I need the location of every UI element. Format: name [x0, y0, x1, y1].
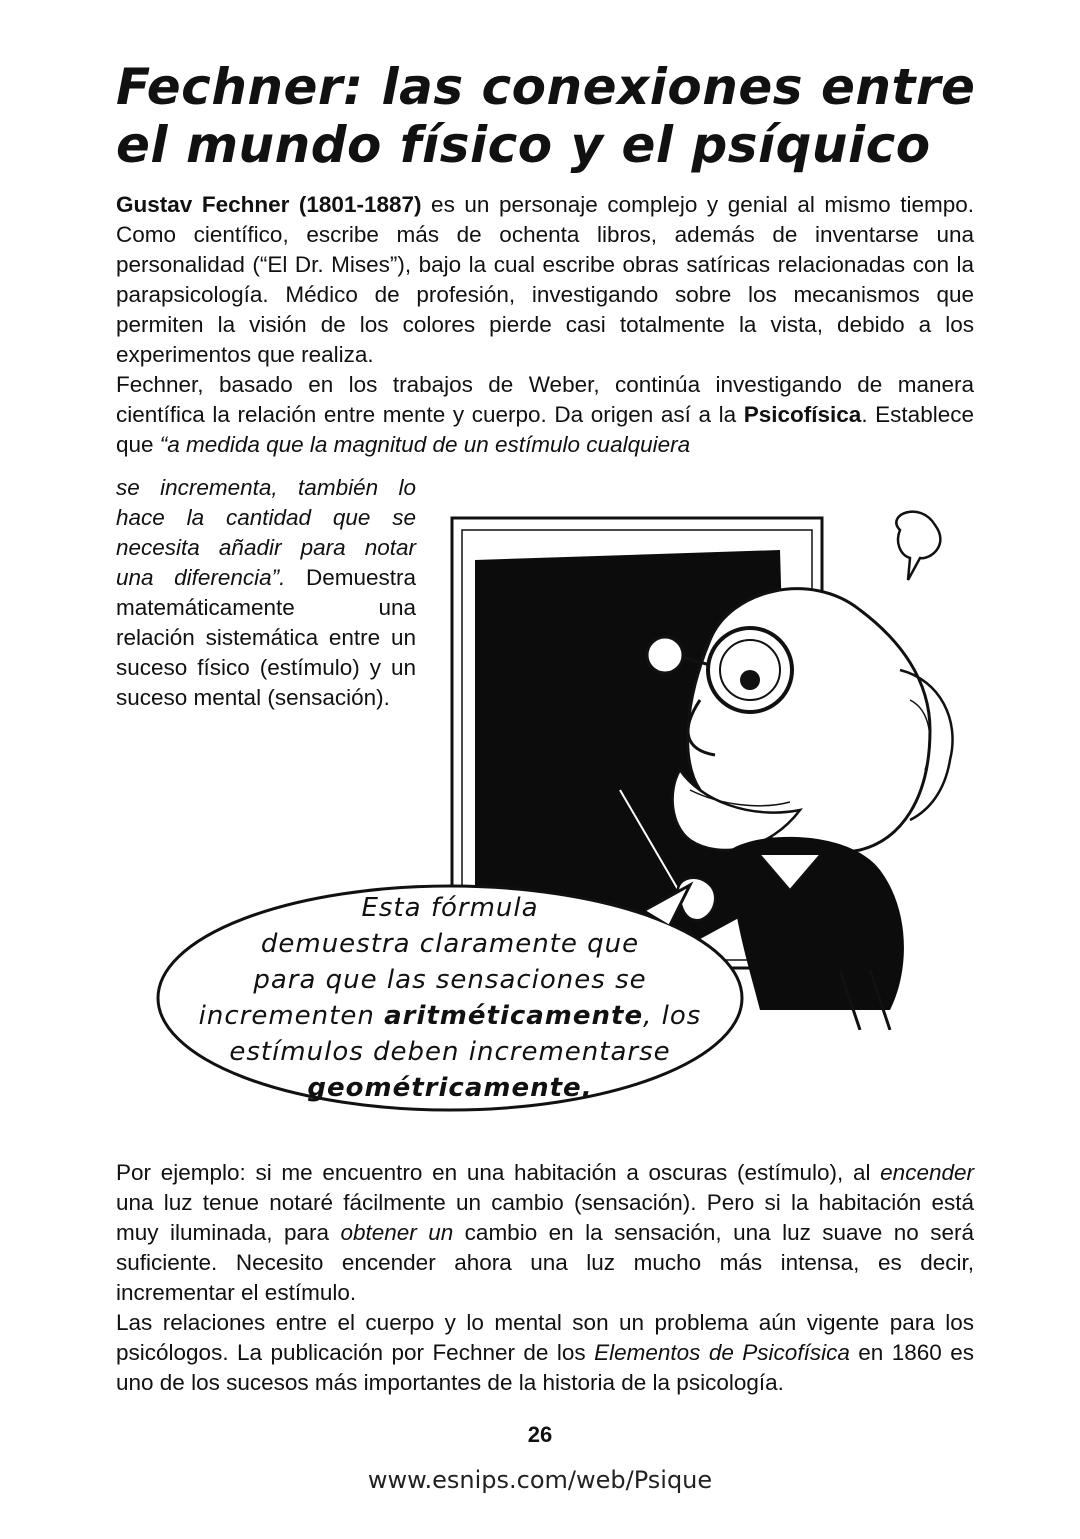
title-line-2: el mundo físico y el psíquico	[116, 116, 931, 174]
bubble-geometric: geométricamente	[307, 1073, 582, 1103]
side-rest-text: Demuestra matemáticamente una relación sistemática entre un suceso físico (estímulo) y un suceso mental (sensación).	[116, 565, 416, 710]
author-name: Gustav Fechner (1801-1887)	[116, 192, 422, 217]
side-paragraph	[116, 473, 416, 713]
quote-end: se incrementa, también lo hace la cantidad que se necesita añadir para notar una diferencia”.	[116, 475, 416, 590]
page-title	[116, 58, 996, 174]
bubble-line-2: demuestra claramente que	[260, 929, 640, 959]
bubble-line-1: Esta fórmula	[361, 893, 539, 923]
relations-text-a: Las relaciones entre el cuerpo y lo mental son un problema aún vigente para los psicólogos. La publicación por Fechner de los	[116, 1310, 974, 1365]
bubble-line-4a: incrementen	[198, 1001, 385, 1031]
establishes-text: . Establece que	[116, 402, 974, 457]
bubble-arithmetic: aritméticamente	[384, 1001, 644, 1031]
example-text-c: cambio en la sensación, una luz suave no será suficiente. Necesito encender ahora una luz mucho más intensa, es decir, incrementar el estímulo.	[116, 1220, 975, 1305]
speech-bubble-text	[150, 890, 750, 1106]
example-text-b: una luz tenue notaré fácilmente un cambio (sensación). Pero si la habitación está muy iluminada, para	[116, 1190, 974, 1245]
relations-text-b: en 1860 es uno de los sucesos más importantes de la historia de la psicología.	[116, 1340, 975, 1395]
intro-paragraph	[116, 190, 974, 460]
bottom-paragraph	[116, 1158, 974, 1398]
bubble-line-4b: , los	[643, 1001, 702, 1031]
example-obtener: obtener un	[340, 1220, 454, 1245]
psychophysics-term: Psicofísica	[743, 402, 862, 427]
bubble-line-3: para que las sensaciones se	[253, 965, 647, 995]
book-title: Elementos de Psicofísica	[594, 1340, 850, 1365]
psychophysics-text: Fechner, basado en los trabajos de Weber, continúa investigando de manera científica la relación entre mente y cuerpo. Da origen así a la	[116, 372, 974, 427]
page-number: 26	[527, 1422, 553, 1447]
bubble-period: .	[581, 1073, 593, 1103]
example-encender: encender	[880, 1160, 974, 1185]
quote-start: “a medida que la magnitud de un estímulo cualquiera	[159, 432, 691, 457]
footer-url: www.esnips.com/web/Psique	[367, 1466, 713, 1494]
title-line-1: Fechner: las conexiones entre	[116, 58, 976, 116]
example-text-a: Por ejemplo: si me encuentro en una habitación a oscuras (estímulo), al	[116, 1160, 881, 1185]
bubble-line-5: estímulos deben incrementarse	[229, 1037, 671, 1067]
intro-text: es un personaje complejo y genial al mismo tiempo. Como científico, escribe más de ochenta libros, además de inventarse una personalidad (“El Dr. Mises”), bajo la cual escribe obras satíricas relacionadas con la parapsicología. Médico de profesión, investigando sobre los mecanismos que permiten la visión de los colores pierde casi totalmente la vista, debido a los experimentos que realiza.	[116, 192, 974, 367]
